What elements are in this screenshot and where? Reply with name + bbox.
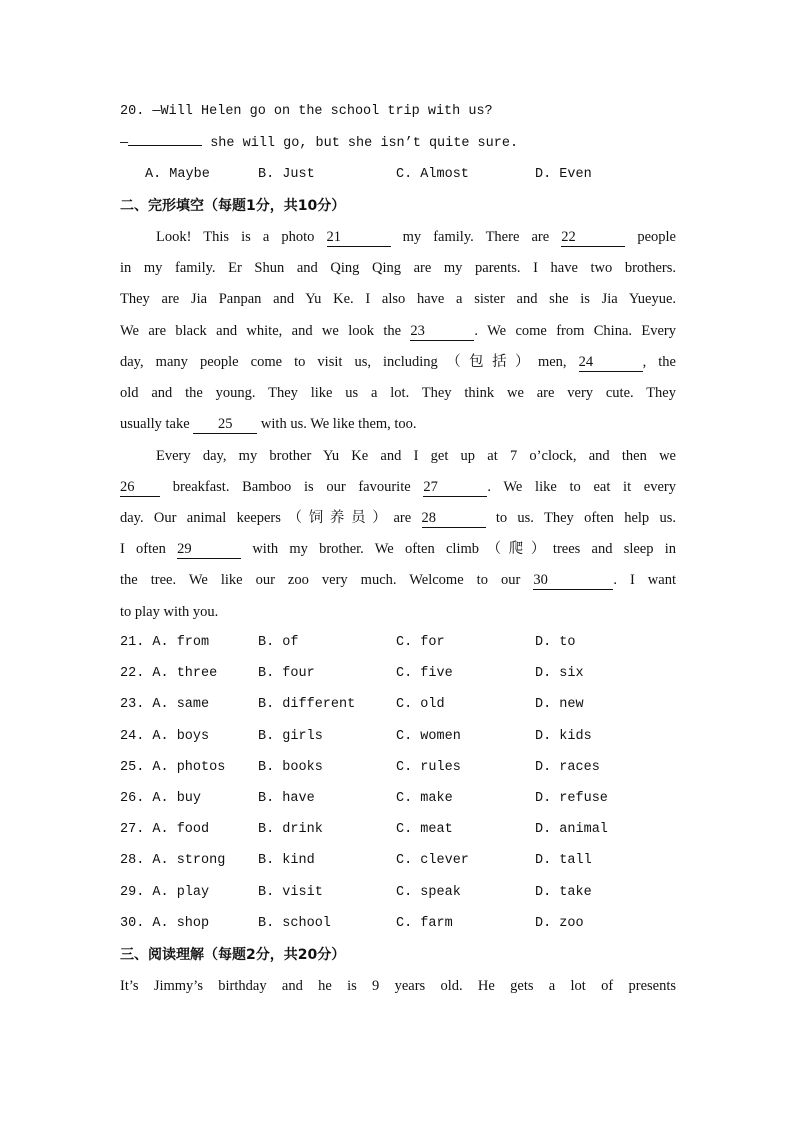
blank-28: 28 xyxy=(422,509,486,528)
section-3-heading: 三、阅读理解（每题2分，共20分） xyxy=(120,947,346,963)
option-b: B. Just xyxy=(258,167,315,182)
passage-line-9: 26 breakfast. Bamboo is our favourite 27 . We like to eat it every xyxy=(120,479,676,495)
option-23-d: D. new xyxy=(535,697,584,713)
option-27-a: 27. A. food xyxy=(120,822,210,838)
option-28-c: C. clever xyxy=(396,853,469,869)
option-28-d: D. tall xyxy=(535,853,592,869)
option-21-d: D. to xyxy=(535,635,576,650)
option-row-26 xyxy=(120,788,676,810)
passage-line-13: to play with you. xyxy=(120,604,219,620)
passage-line-1: Look! This is a photo 21 my family. There are 22 people xyxy=(156,229,676,245)
option-30-c: C. farm xyxy=(396,915,453,931)
answer-dash: — xyxy=(120,136,129,151)
option-28-b: B. kind xyxy=(258,853,315,869)
passage-line-2: in my family. Er Shun and Qing Qing are my parents. I have two brothers. xyxy=(120,260,676,276)
blank-21: 21 xyxy=(327,228,391,247)
option-26-c: C. make xyxy=(396,791,453,806)
option-row-21 xyxy=(120,632,676,654)
blank-30: 30 xyxy=(533,571,613,590)
option-22-b: B. four xyxy=(258,666,315,682)
option-29-d: D. take xyxy=(535,884,592,900)
option-29-c: C. speak xyxy=(396,884,461,900)
passage-line-8: Every day, my brother Yu Ke and I get up at 7 o’clock, and then we xyxy=(156,448,676,464)
reading-first-line: It’s Jimmy’s birthday and he is 9 years old. He gets a lot of presents xyxy=(120,978,676,994)
option-27-b: B. drink xyxy=(258,822,323,838)
blank-29: 29 xyxy=(177,540,241,559)
option-21-a: 21. A. from xyxy=(120,635,210,650)
option-24-a: 24. A. boys xyxy=(120,728,210,744)
option-row-25 xyxy=(120,757,676,779)
option-22-d: D. six xyxy=(535,666,584,682)
option-27-d: D. animal xyxy=(535,822,608,838)
blank-25: 25 xyxy=(193,415,257,434)
option-24-c: C. women xyxy=(396,728,461,744)
option-d: D. Even xyxy=(535,167,592,182)
option-row-24 xyxy=(120,726,676,748)
blank-23: 23 xyxy=(410,322,474,341)
question-20: 20. —Will Helen go on the school trip with us? xyxy=(120,104,493,119)
option-row-27 xyxy=(120,819,676,841)
option-30-b: B. school xyxy=(258,915,331,931)
option-24-b: B. girls xyxy=(258,728,323,744)
option-23-b: B. different xyxy=(258,697,356,713)
option-row-23 xyxy=(120,694,676,716)
option-21-c: C. for xyxy=(396,635,445,650)
option-23-c: C. old xyxy=(396,697,445,713)
passage-line-5: day, many people come to visit us, including（包括）men, 24 , the xyxy=(120,354,676,370)
option-row-22 xyxy=(120,663,676,685)
option-row-28 xyxy=(120,850,676,872)
option-30-a: 30. A. shop xyxy=(120,915,210,931)
answer-text: she will go, but she isn’t quite sure. xyxy=(202,136,519,151)
option-row-30 xyxy=(120,913,676,935)
blank-22: 22 xyxy=(561,228,625,247)
option-22-a: 22. A. three xyxy=(120,666,218,682)
passage-line-3: They are Jia Panpan and Yu Ke. I also have a sister and she is Jia Yueyue. xyxy=(120,291,676,307)
blank-26: 26 xyxy=(120,478,160,497)
option-29-a: 29. A. play xyxy=(120,884,210,900)
passage-line-4: We are black and white, and we look the 23 . We come from China. Every xyxy=(120,323,676,339)
option-26-a: 26. A. buy xyxy=(120,791,202,806)
passage-line-7: usually take 25 with us. We like them, too. xyxy=(120,416,417,432)
passage-line-12: the tree. We like our zoo very much. Welcome to our 30 . I want xyxy=(120,572,676,588)
option-26-d: D. refuse xyxy=(535,791,608,806)
question-20-answer-line xyxy=(120,133,676,155)
section-2-heading: 二、完形填空（每题1分，共10分） xyxy=(120,198,346,214)
option-28-a: 28. A. strong xyxy=(120,853,226,869)
option-25-a: 25. A. photos xyxy=(120,759,226,775)
option-c: C. Almost xyxy=(396,167,469,182)
option-26-b: B. have xyxy=(258,791,315,806)
option-row-29 xyxy=(120,882,676,904)
blank-27: 27 xyxy=(423,478,487,497)
passage-line-11: I often 29 with my brother. We often climb（爬）trees and sleep in xyxy=(120,541,676,557)
answer-blank xyxy=(128,145,202,146)
option-30-d: D. zoo xyxy=(535,915,584,931)
passage-line-6: old and the young. They like us a lot. They think we are very cute. They xyxy=(120,385,676,401)
option-27-c: C. meat xyxy=(396,822,453,838)
option-21-b: B. of xyxy=(258,635,299,650)
option-25-d: D. races xyxy=(535,759,600,775)
option-25-c: C. rules xyxy=(396,759,461,775)
option-23-a: 23. A. same xyxy=(120,697,210,713)
passage-line-10: day. Our animal keepers（饲养员）are 28 to us. They often help us. xyxy=(120,510,676,526)
option-29-b: B. visit xyxy=(258,884,323,900)
option-25-b: B. books xyxy=(258,759,323,775)
option-24-d: D. kids xyxy=(535,728,592,744)
option-22-c: C. five xyxy=(396,666,453,682)
question-20-options xyxy=(120,164,676,186)
blank-24: 24 xyxy=(579,353,643,372)
option-a: A. Maybe xyxy=(145,167,210,182)
